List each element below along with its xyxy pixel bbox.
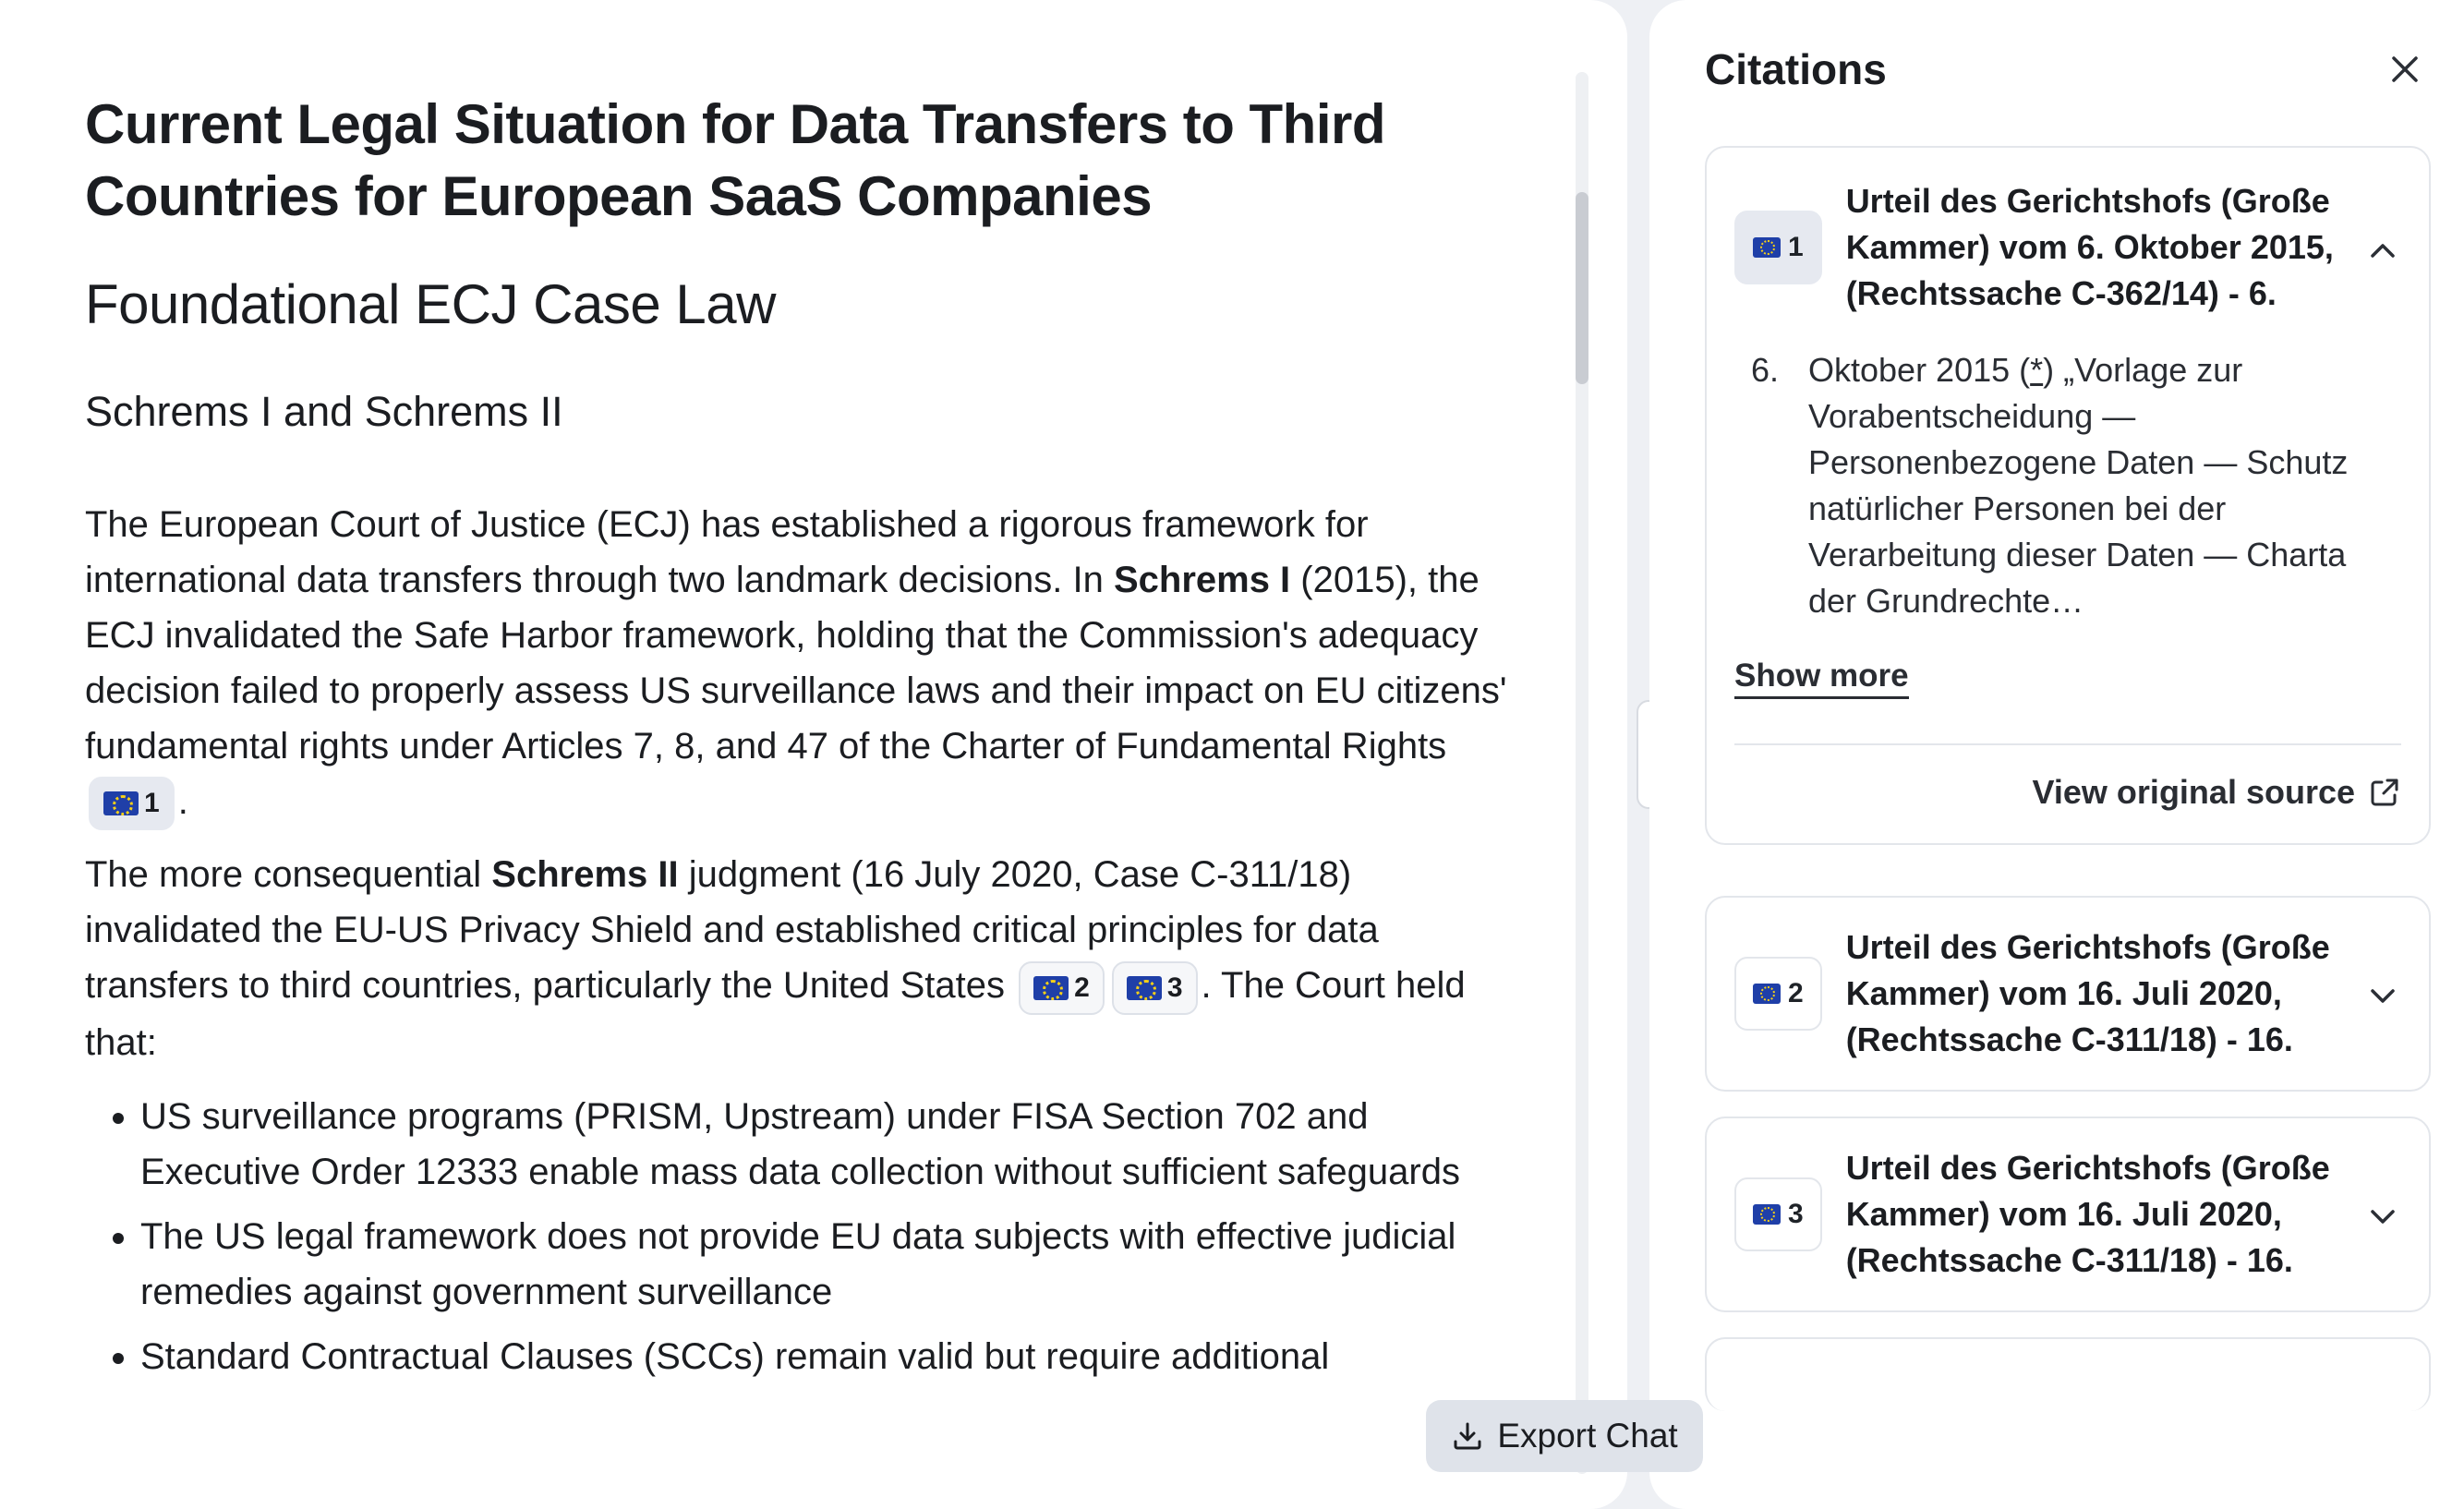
citation-chip-3[interactable]	[1112, 961, 1198, 1015]
citation-card-4[interactable]	[1705, 1337, 2431, 1411]
external-link-icon	[2368, 776, 2401, 809]
paragraph-schrems-1	[85, 497, 1507, 830]
citation-number: 1	[1788, 232, 1804, 262]
section-heading: Foundational ECJ Case Law	[85, 273, 776, 335]
scrollbar-thumb[interactable]	[1576, 192, 1588, 384]
show-more-link[interactable]: Show more	[1734, 658, 1909, 699]
document-title: Current Legal Situation for Data Transfers to Third Countries for European SaaS Companies	[85, 93, 1385, 227]
list-item: • US surveillance programs (PRISM, Upstream) under FISA Section 702 and Executive Order 12333 enable mass data collection without sufficient safeguards	[140, 1089, 1507, 1200]
citation-number: 2	[1074, 972, 1090, 1003]
excerpt-text-part: Oktober 2015 (	[1808, 351, 2031, 389]
document-content	[85, 89, 1507, 1394]
bold-term: Schrems II	[491, 854, 679, 896]
citation-title: Urteil des Gerichtshofs (Große Kammer) vom 16. Juli 2020, (Rechtssache C-311/18) - 16.	[1845, 928, 2330, 1058]
expand-button[interactable]	[2364, 1195, 2401, 1234]
paragraph-text: The European Court of Justice (ECJ) has established a rigorous framework for international data transfers through two landmark decisions. In	[85, 504, 1369, 600]
eu-flag-icon	[103, 791, 139, 815]
excerpt-text	[1808, 347, 2401, 624]
citation-number: 2	[1788, 978, 1804, 1008]
paragraph-schrems-2	[85, 847, 1507, 1069]
citation-number: 3	[1166, 972, 1183, 1003]
citation-card-body	[1707, 347, 2429, 843]
citation-excerpt	[1751, 347, 2401, 624]
paragraph-text: judgment (16 July 2020, Case C-311/18) invalidated the EU-US Privacy Shield and established critical principles for data transfers to third countries, particularly the United States	[85, 854, 1379, 1007]
citations-header	[1705, 44, 2427, 94]
citation-title: Urteil des Gerichtshofs (Große Kammer) vom 16. Juli 2020, (Rechtssache C-311/18) - 16.	[1845, 1149, 2330, 1279]
export-chat-button[interactable]	[1426, 1400, 1703, 1472]
citation-number: 3	[1788, 1199, 1804, 1229]
citation-number-chip	[1734, 957, 1822, 1031]
citations-title: Citations	[1705, 45, 1887, 93]
export-label: Export Chat	[1497, 1417, 1678, 1455]
eu-flag-icon	[1753, 237, 1781, 258]
paragraph-text: . The Court held that:	[85, 965, 1466, 1063]
list-item: • The US legal framework does not provide EU data subjects with effective judicial remedies against government surveillance	[140, 1209, 1507, 1320]
eu-flag-icon	[1127, 976, 1162, 1000]
citation-card-header[interactable]	[1707, 898, 2429, 1090]
citation-card-2[interactable]	[1705, 896, 2431, 1092]
download-icon	[1451, 1419, 1484, 1453]
close-button[interactable]	[2383, 47, 2427, 91]
citation-card-3[interactable]	[1705, 1117, 2431, 1312]
citations-panel	[1649, 0, 2464, 1509]
chevron-down-icon	[2370, 988, 2396, 1005]
chevron-up-icon	[2370, 242, 2396, 259]
citation-chip-2[interactable]	[1019, 961, 1105, 1015]
holdings-list	[85, 1089, 1507, 1384]
subsection-heading: Schrems I and Schrems II	[85, 388, 563, 435]
citation-chip-1[interactable]	[89, 777, 175, 830]
bold-term: Schrems I	[1113, 560, 1291, 600]
close-icon	[2391, 55, 2419, 83]
footnote-link[interactable]: *	[2030, 351, 2044, 389]
paragraph-text: The more consequential	[85, 854, 492, 896]
excerpt-text-part: ) „Vorlage zur Vorabentscheidung — Personenbezogene Daten — Schutz natürlicher Personen bei der Verarbeitung dieser Daten — Charta der Grundrechte…	[1808, 351, 2349, 620]
citation-card-header[interactable]	[1707, 1118, 2429, 1310]
expand-button[interactable]	[2364, 974, 2401, 1013]
citation-card-1	[1705, 146, 2431, 845]
citation-number-chip	[1734, 211, 1822, 284]
paragraph-text: .	[177, 781, 188, 822]
chevron-down-icon	[2370, 1209, 2396, 1225]
citation-title: Urteil des Gerichtshofs (Große Kammer) vom 6. Oktober 2015, (Rechtssache C-362/14) - 6.	[1845, 182, 2334, 312]
view-original-source-link[interactable]	[1734, 745, 2401, 843]
citation-number: 1	[144, 788, 160, 819]
view-source-label: View original source	[2032, 773, 2355, 811]
eu-flag-icon	[1033, 976, 1069, 1000]
citation-card-header[interactable]	[1707, 148, 2429, 347]
list-item: • Standard Contractual Clauses (SCCs) remain valid but require additional	[140, 1329, 1507, 1384]
collapse-button[interactable]	[2364, 228, 2401, 267]
paragraph-text: (2015), the ECJ invalidated the Safe Harbor framework, holding that the Commission's adequacy decision failed to properly assess US surveillance laws and their impact on EU citizens' fundamental rights under Articles 7, 8, and 47 of the Charter of Fundamental Rights	[85, 560, 1507, 767]
eu-flag-icon	[1753, 1204, 1781, 1225]
eu-flag-icon	[1753, 984, 1781, 1004]
excerpt-number: 6.	[1751, 351, 1780, 389]
citation-number-chip	[1734, 1177, 1822, 1251]
